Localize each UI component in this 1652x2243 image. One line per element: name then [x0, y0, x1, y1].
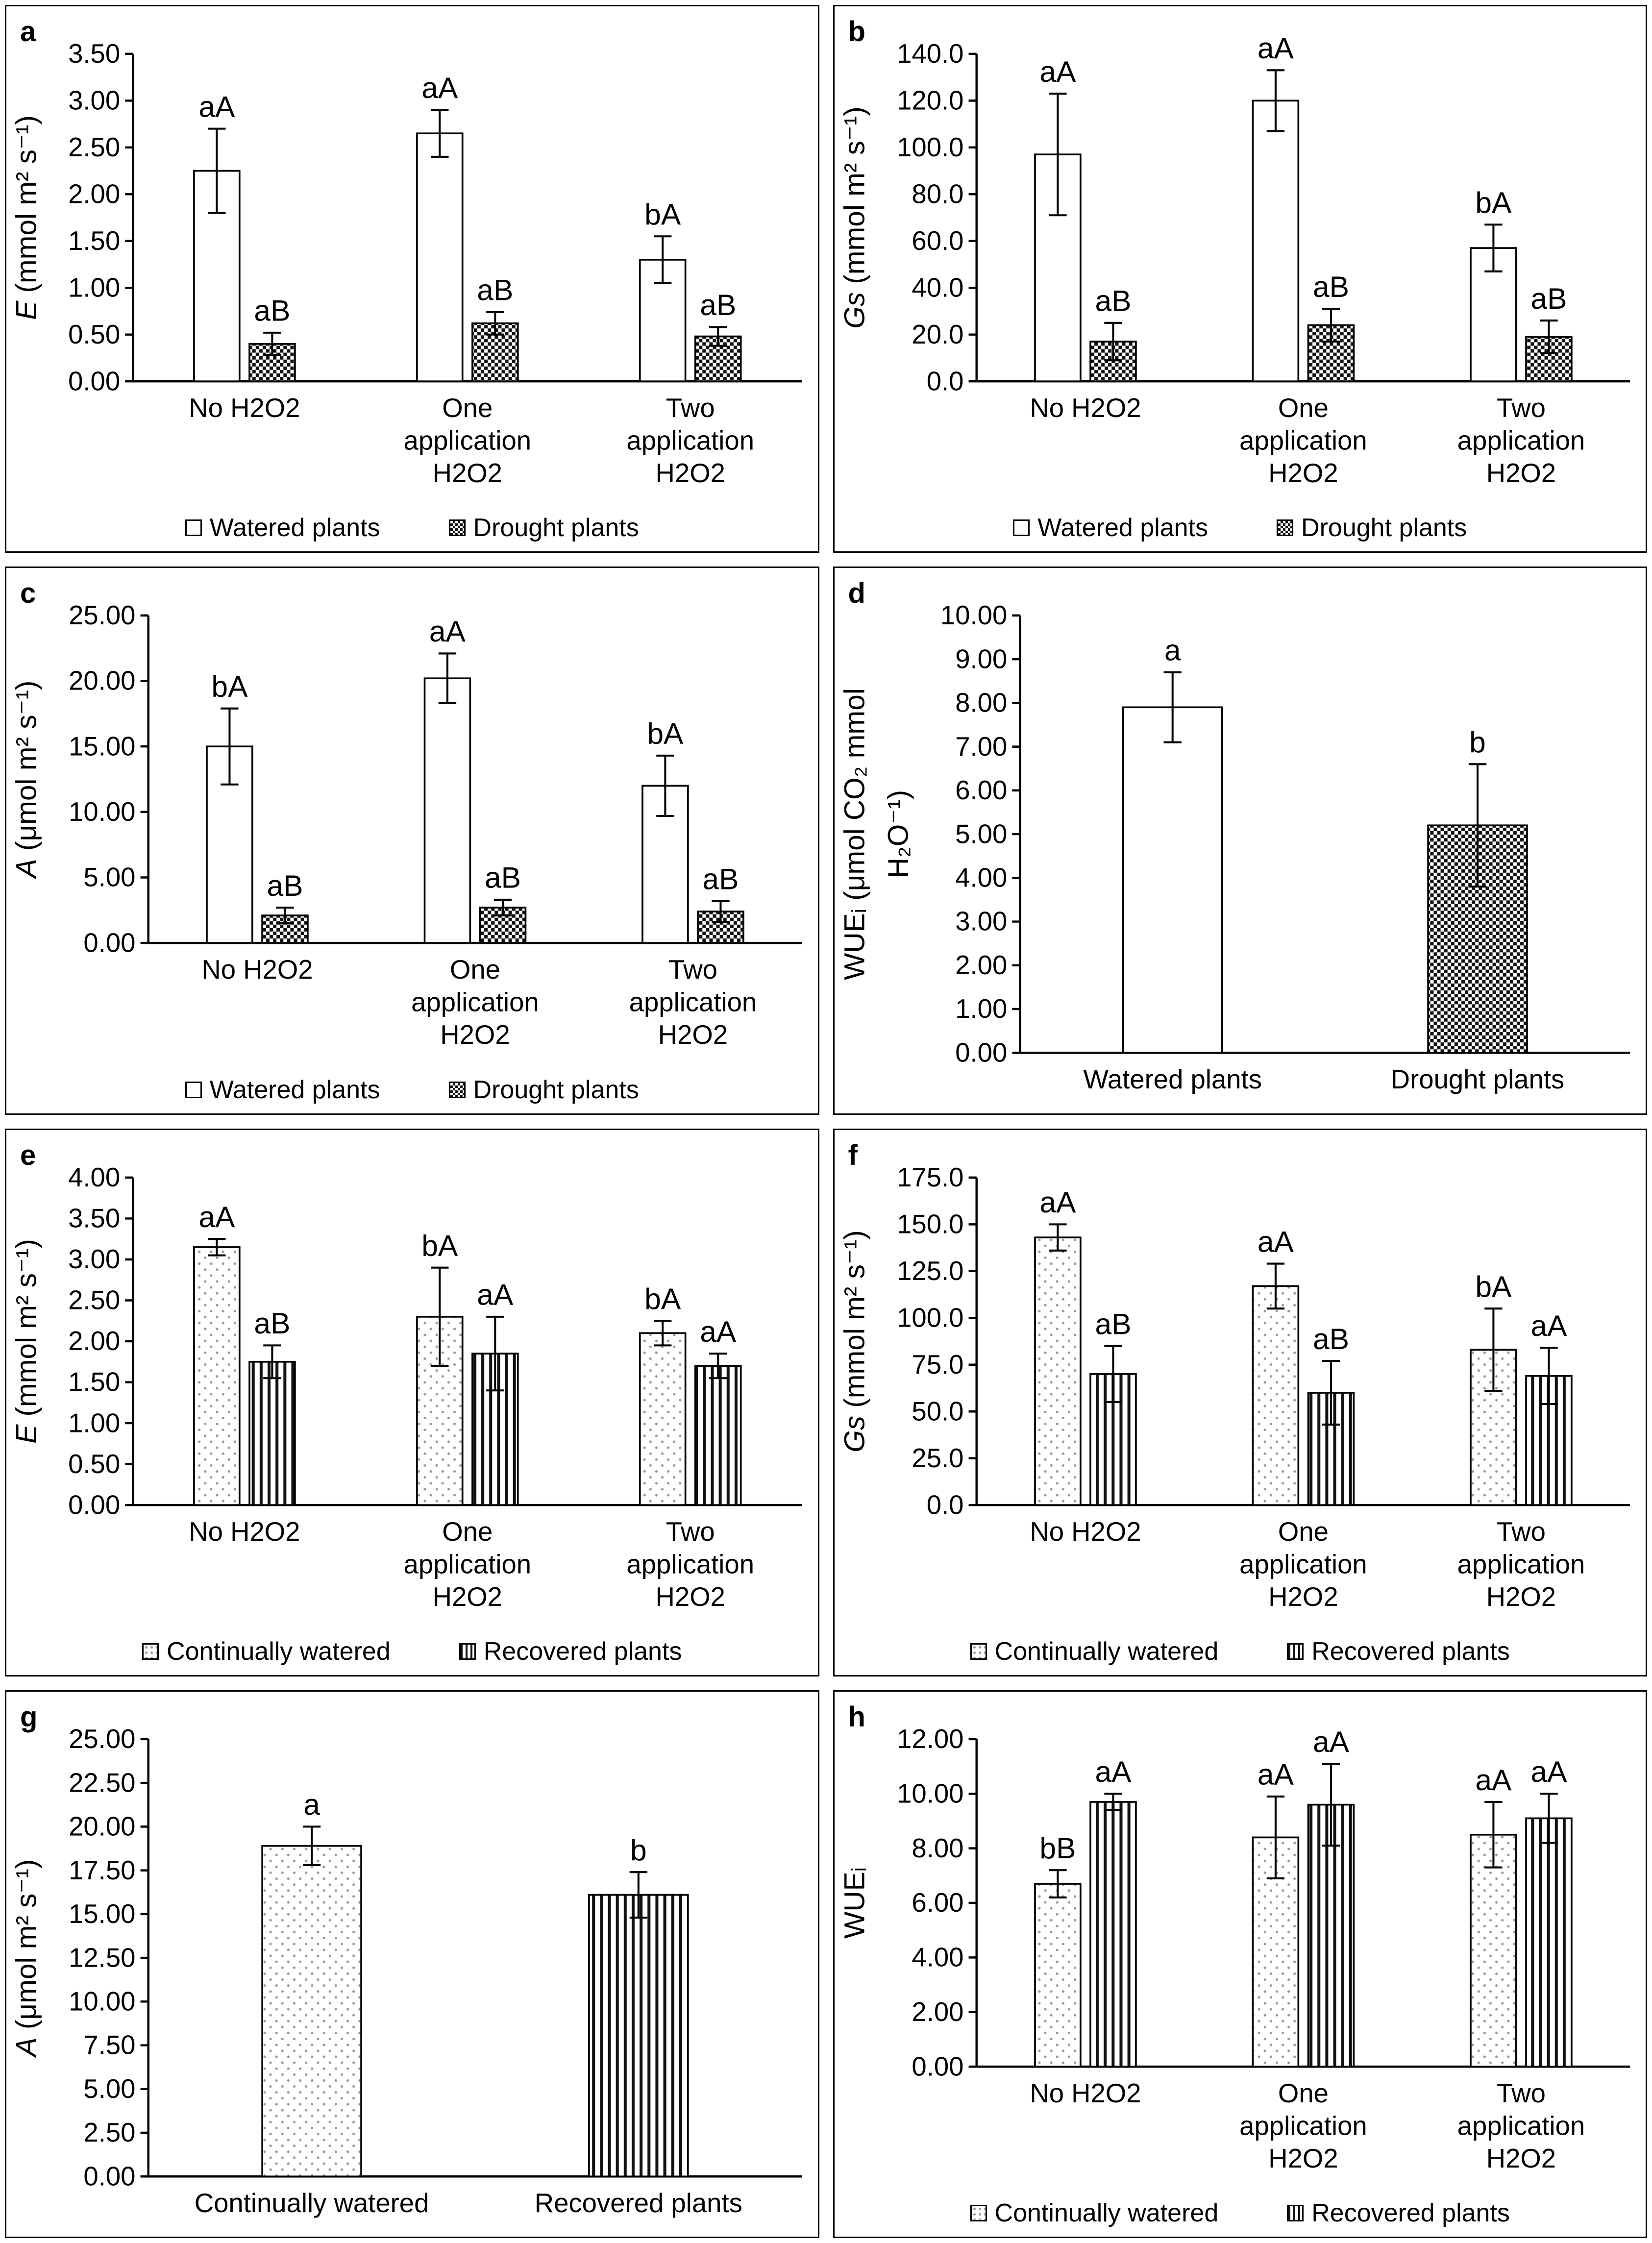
x-tick-label: Two application H2O2 — [1457, 1516, 1585, 1612]
y-tick-label: 0.00 — [83, 2161, 136, 2192]
legend-panel-h — [835, 2196, 1646, 2237]
x-tick-label: Watered plants — [1083, 1064, 1262, 1095]
y-tick-label: 0.00 — [83, 928, 136, 958]
significance-label: aA — [477, 1278, 514, 1311]
chart-transpiration-drought — [6, 6, 818, 501]
x-tick-label: No H2O2 — [1029, 2078, 1141, 2108]
panel-d — [833, 567, 1648, 1114]
x-tick-label: Two application H2O2 — [1457, 2078, 1585, 2173]
chart-wue-recovery — [835, 1692, 1646, 2186]
legend-label: Watered plants — [1037, 514, 1208, 542]
y-tick-label: 0.50 — [68, 1449, 121, 1479]
x-tick-label: Drought plants — [1390, 1064, 1564, 1095]
y-tick-label: 9.00 — [955, 644, 1007, 674]
y-tick-label: 0.50 — [68, 319, 121, 349]
significance-label: aA — [1530, 1308, 1567, 1342]
legend-panel-f — [835, 1635, 1646, 1675]
y-tick-label: 40.0 — [911, 272, 963, 303]
y-tick-label: 2.00 — [68, 1326, 121, 1356]
y-tick-label: 2.50 — [68, 132, 121, 163]
y-tick-label: 0.0 — [926, 1489, 963, 1520]
significance-label: bA — [644, 1282, 681, 1315]
x-tick-label: Two application H2O2 — [629, 955, 757, 1050]
y-tick-label: 100.0 — [896, 1302, 963, 1332]
y-axis-label: A (μmol m² s⁻¹) — [10, 1859, 43, 2057]
significance-label: aB — [1094, 284, 1132, 318]
significance-label: bA — [421, 1228, 458, 1262]
bar — [1253, 100, 1298, 381]
x-tick-label: Two application H2O2 — [626, 1516, 755, 1612]
bar — [1470, 1835, 1516, 2067]
significance-label: a — [303, 1787, 320, 1821]
y-tick-label: 5.00 — [83, 862, 136, 892]
panel-e — [5, 1129, 819, 1676]
y-tick-label: 2.00 — [911, 1997, 963, 2027]
significance-label: aB — [700, 288, 737, 322]
significance-label: aA — [1257, 31, 1294, 65]
y-tick-label: 6.00 — [955, 775, 1007, 806]
legend-panel-b — [835, 511, 1646, 551]
significance-label: aB — [1530, 281, 1567, 315]
significance-label: aB — [254, 294, 291, 327]
y-tick-label: 1.50 — [68, 225, 121, 256]
x-tick-label: Two application H2O2 — [1457, 393, 1585, 489]
y-tick-label: 0.00 — [68, 366, 121, 396]
y-tick-label: 17.50 — [69, 1855, 136, 1885]
legend-item — [185, 513, 380, 542]
y-tick-label: 5.00 — [955, 819, 1007, 849]
significance-label: aB — [1312, 270, 1349, 303]
y-tick-label: 175.0 — [896, 1162, 963, 1192]
y-tick-label: 7.00 — [955, 732, 1007, 762]
panel-letter: g — [20, 1701, 38, 1733]
significance-label: b — [630, 1833, 647, 1867]
y-tick-label: 20.00 — [69, 1811, 136, 1842]
y-axis-label: A (μmol m² s⁻¹) — [10, 680, 43, 878]
bar — [1035, 1237, 1081, 1505]
legend-item — [459, 1637, 682, 1666]
y-axis-label: Gs (mmol m² s⁻¹) — [838, 106, 871, 329]
significance-label: aA — [198, 1200, 235, 1233]
legend-swatch-dots-icon — [970, 2205, 987, 2221]
y-tick-label: 1.00 — [955, 994, 1007, 1024]
chart-wue-drought — [835, 568, 1646, 1107]
legend-item — [1287, 2198, 1510, 2228]
bar — [1035, 1884, 1081, 2067]
x-tick-label: No H2O2 — [189, 1516, 300, 1547]
chart-transpiration-recovery — [6, 1130, 818, 1625]
legend-item — [970, 2198, 1219, 2228]
legend-item — [142, 1637, 391, 1666]
y-tick-label: 25.00 — [69, 1724, 136, 1754]
chart-stomatal-conductance-recovery — [835, 1130, 1646, 1625]
y-tick-label: 15.00 — [69, 731, 136, 762]
panel-f — [833, 1129, 1648, 1676]
x-tick-label: Recovered plants — [534, 2188, 742, 2218]
y-tick-label: 0.00 — [911, 2051, 963, 2082]
y-tick-label: 3.50 — [68, 39, 121, 69]
y-tick-label: 7.50 — [83, 2030, 136, 2060]
panel-a — [5, 5, 819, 553]
legend-label: Continually watered — [994, 2199, 1219, 2227]
legend-item — [1013, 513, 1208, 542]
significance-label: aA — [1094, 1754, 1132, 1788]
panel-letter: e — [20, 1139, 36, 1171]
legend-item — [449, 513, 639, 542]
bar — [640, 1333, 686, 1505]
legend-swatch-checker-icon — [449, 519, 466, 536]
x-tick-label: No H2O2 — [1029, 1516, 1141, 1547]
legend-label: Recovered plants — [1311, 1637, 1510, 1666]
y-tick-label: 20.0 — [911, 319, 963, 349]
y-tick-label: 80.0 — [911, 179, 963, 209]
bar — [1090, 1802, 1136, 2067]
y-tick-label: 150.0 — [896, 1209, 963, 1239]
bar — [1123, 708, 1222, 1053]
y-tick-label: 25.00 — [69, 600, 136, 631]
x-tick-label: One application H2O2 — [411, 955, 539, 1050]
significance-label: aA — [700, 1314, 737, 1348]
legend-panel-e — [6, 1635, 818, 1675]
x-tick-label: One application H2O2 — [1239, 2078, 1367, 2173]
legend-label: Recovered plants — [483, 1637, 682, 1666]
significance-label: bA — [647, 716, 684, 750]
legend-panel-a — [6, 511, 818, 551]
legend-swatch-dots-icon — [142, 1643, 159, 1660]
significance-label: aA — [1312, 1725, 1349, 1758]
x-tick-label: One application H2O2 — [1239, 393, 1367, 489]
bar — [417, 133, 463, 381]
y-tick-label: 2.50 — [68, 1285, 121, 1315]
x-tick-label: Two application H2O2 — [626, 393, 755, 489]
significance-label: aA — [1530, 1754, 1567, 1788]
y-tick-label: 140.0 — [896, 39, 963, 69]
significance-label: bA — [644, 197, 681, 231]
panel-letter: b — [848, 16, 865, 48]
legend-panel-c — [6, 1073, 818, 1113]
y-tick-label: 3.50 — [68, 1203, 121, 1233]
y-tick-label: 0.00 — [955, 1037, 1007, 1068]
legend-item — [970, 1637, 1219, 1666]
legend-label: Drought plants — [473, 1075, 639, 1104]
y-tick-label: 100.0 — [896, 132, 963, 163]
y-tick-label: 4.00 — [68, 1162, 121, 1192]
y-tick-label: 10.00 — [896, 1778, 963, 1809]
x-tick-label: No H2O2 — [189, 393, 300, 423]
y-axis-label: H₂O⁻¹) — [882, 790, 914, 879]
bar — [424, 678, 470, 943]
significance-label: aB — [254, 1306, 291, 1340]
bar — [249, 1361, 295, 1504]
y-tick-label: 3.00 — [955, 906, 1007, 937]
x-tick-label: One application H2O2 — [403, 1516, 532, 1612]
legend-swatch-dots-icon — [970, 1643, 987, 1660]
y-tick-label: 15.00 — [69, 1898, 136, 1929]
significance-label: b — [1469, 725, 1486, 759]
x-tick-label: No H2O2 — [1029, 393, 1141, 423]
significance-label: a — [1164, 633, 1181, 667]
y-axis-label: E (mmol m² s⁻¹) — [10, 115, 43, 320]
y-tick-label: 125.0 — [896, 1256, 963, 1286]
significance-label: aA — [1475, 1763, 1511, 1797]
y-axis-label: WUEᵢ (μmol CO₂ mmol — [838, 688, 871, 981]
chart-photosynthesis-drought — [6, 568, 818, 1062]
y-tick-label: 0.00 — [68, 1489, 121, 1520]
panel-letter: a — [20, 16, 36, 48]
y-tick-label: 12.00 — [896, 1724, 963, 1754]
x-tick-label: No H2O2 — [201, 955, 313, 985]
significance-label: aB — [702, 862, 739, 896]
significance-label: aA — [421, 71, 458, 105]
y-tick-label: 50.0 — [911, 1396, 963, 1426]
y-axis-label: WUEᵢ — [838, 1867, 871, 1939]
legend-label: Watered plants — [209, 1075, 380, 1104]
panel-letter: h — [848, 1701, 865, 1733]
legend-swatch-plain-icon — [185, 519, 202, 536]
y-tick-label: 12.50 — [69, 1943, 136, 1973]
y-tick-label: 20.00 — [69, 666, 136, 696]
legend-label: Watered plants — [209, 514, 380, 542]
bar — [695, 1366, 741, 1505]
y-tick-label: 25.0 — [911, 1443, 963, 1473]
significance-label: aA — [1257, 1757, 1294, 1791]
legend-item — [449, 1075, 639, 1105]
y-axis-label: Gs (mmol m² s⁻¹) — [838, 1230, 871, 1453]
chart-stomatal-conductance-drought — [835, 6, 1646, 501]
x-tick-label: One application H2O2 — [1239, 1516, 1367, 1612]
panel-c — [5, 567, 819, 1114]
panel-letter: c — [20, 577, 36, 610]
panel-h — [833, 1690, 1648, 2238]
chart-photosynthesis-recovery — [6, 1692, 818, 2231]
legend-swatch-vstripe-icon — [1287, 1643, 1304, 1660]
legend-label: Drought plants — [473, 514, 639, 542]
significance-label: bA — [211, 669, 248, 703]
legend-item — [1277, 513, 1467, 542]
y-tick-label: 8.00 — [911, 1833, 963, 1863]
legend-swatch-vstripe-icon — [459, 1643, 476, 1660]
y-tick-label: 6.00 — [911, 1887, 963, 1918]
y-tick-label: 5.00 — [83, 2073, 136, 2104]
y-tick-label: 60.0 — [911, 225, 963, 256]
bar — [262, 1846, 361, 2176]
significance-label: aA — [198, 90, 235, 123]
y-tick-label: 0.0 — [926, 366, 963, 396]
y-tick-label: 2.50 — [83, 2117, 136, 2147]
legend-label: Continually watered — [994, 1637, 1219, 1666]
y-tick-label: 75.0 — [911, 1349, 963, 1380]
panel-letter: f — [848, 1139, 858, 1171]
y-tick-label: 4.00 — [911, 1942, 963, 1972]
y-tick-label: 2.00 — [955, 950, 1007, 981]
y-tick-label: 10.00 — [940, 600, 1007, 631]
y-tick-label: 10.00 — [69, 797, 136, 827]
panel-letter: d — [848, 577, 865, 610]
x-tick-label: Continually watered — [194, 2188, 429, 2218]
legend-swatch-plain-icon — [1013, 519, 1030, 536]
legend-swatch-checker-icon — [449, 1082, 466, 1098]
bar — [1253, 1286, 1298, 1505]
y-tick-label: 120.0 — [896, 85, 963, 116]
significance-label: aB — [1312, 1322, 1349, 1356]
significance-label: aB — [484, 861, 521, 894]
significance-label: aA — [1039, 1185, 1076, 1219]
legend-label: Recovered plants — [1311, 2199, 1510, 2227]
bar — [194, 1247, 240, 1504]
legend-swatch-plain-icon — [185, 1082, 202, 1098]
y-tick-label: 10.00 — [69, 1986, 136, 2017]
bar — [1526, 1818, 1572, 2067]
significance-label: bA — [1475, 1269, 1511, 1303]
significance-label: aB — [1094, 1306, 1132, 1340]
y-tick-label: 1.50 — [68, 1367, 121, 1397]
y-tick-label: 1.00 — [68, 272, 121, 303]
legend-item — [1287, 1637, 1510, 1666]
significance-label: aB — [477, 273, 514, 307]
y-tick-label: 3.00 — [68, 1244, 121, 1274]
panel-b — [833, 5, 1648, 553]
panel-g — [5, 1690, 819, 2238]
legend-label: Drought plants — [1301, 514, 1467, 542]
significance-label: aB — [267, 869, 303, 903]
significance-label: aA — [1039, 54, 1076, 88]
significance-label: aA — [429, 615, 466, 648]
significance-label: aA — [1257, 1224, 1294, 1258]
bar — [589, 1895, 688, 2176]
significance-label: bB — [1039, 1831, 1076, 1865]
y-tick-label: 4.00 — [955, 863, 1007, 893]
y-tick-label: 22.50 — [69, 1768, 136, 1798]
significance-label: bA — [1475, 186, 1511, 220]
legend-swatch-vstripe-icon — [1287, 2205, 1304, 2221]
legend-swatch-checker-icon — [1277, 519, 1293, 536]
y-tick-label: 1.00 — [68, 1407, 121, 1438]
x-tick-label: One application H2O2 — [403, 393, 532, 489]
legend-item — [185, 1075, 380, 1105]
y-tick-label: 8.00 — [955, 688, 1007, 718]
y-axis-label: E (mmol m² s⁻¹) — [10, 1238, 43, 1444]
y-tick-label: 3.00 — [68, 85, 121, 116]
legend-label: Continually watered — [167, 1637, 391, 1666]
y-tick-label: 2.00 — [68, 179, 121, 209]
